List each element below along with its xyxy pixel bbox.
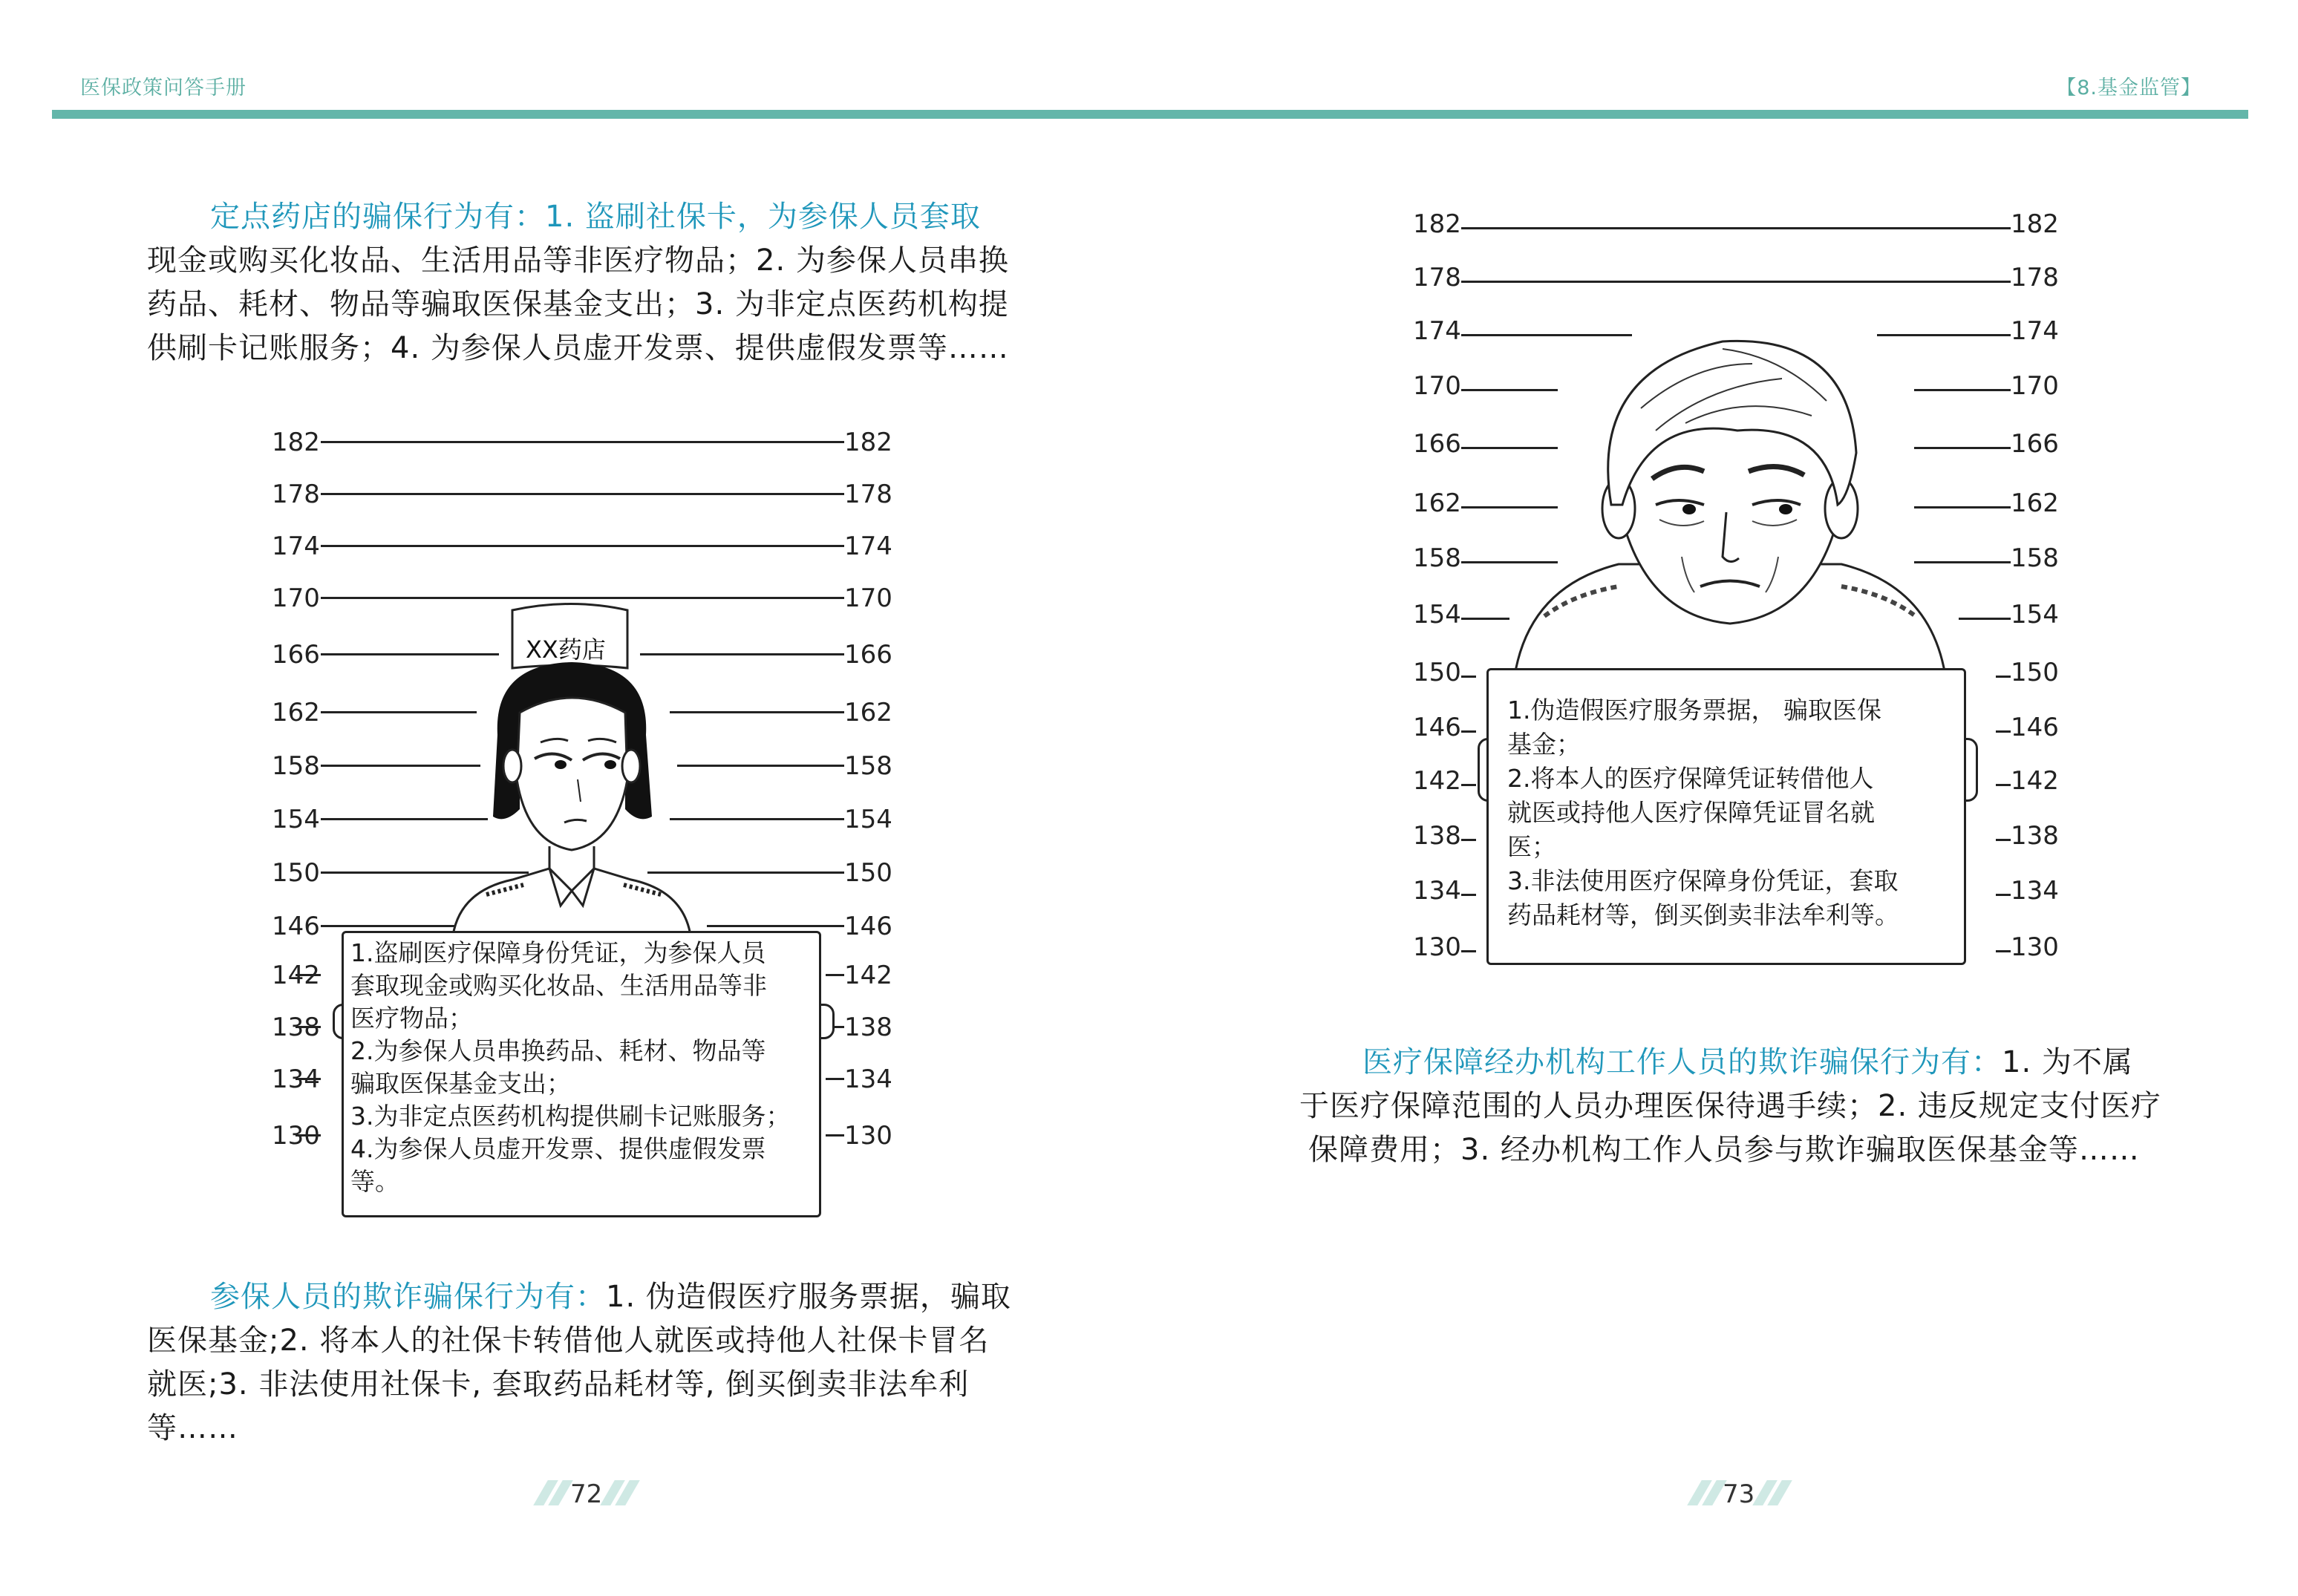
scale-label: 142 <box>1413 766 1461 796</box>
scale-label: 162 <box>1413 488 1461 518</box>
scale-label: 182 <box>1413 209 1461 239</box>
scale-label: 174 <box>272 532 320 561</box>
scale-line <box>1996 784 2011 786</box>
scale-line <box>321 441 844 443</box>
scale-label: 138 <box>272 1013 320 1042</box>
sign-line: 骗取医保基金支出； <box>350 1069 571 1098</box>
sign-line: 2.为参保人员串换药品、耗材、物品等 <box>350 1036 766 1065</box>
scale-line <box>1996 676 2011 678</box>
text-line: 药品、耗材、物品等骗取医保基金支出；3. 为非定点医药机构提 <box>147 287 1009 321</box>
sign-line: 2.将本人的医疗保障凭证转借他人 <box>1507 764 1874 793</box>
scale-label: 154 <box>844 805 892 834</box>
scale-line <box>1461 281 2011 283</box>
scale-label: 158 <box>2011 543 2059 573</box>
scale-label: 134 <box>272 1064 320 1094</box>
scale-line <box>826 974 844 976</box>
sign-line: 基金； <box>1507 730 1581 759</box>
scale-line <box>1461 730 1476 733</box>
scale-label: 178 <box>2011 263 2059 292</box>
section-label: 【8.基金监管】 <box>2056 76 2201 99</box>
lead-heading: 医疗保障经办机构工作人员的欺诈骗保行为有： <box>1362 1045 2002 1079</box>
scale-label: 150 <box>2011 658 2059 687</box>
text-line: 保障费用；3. 经办机构工作人员参与欺诈骗取医保基金等…… <box>1308 1133 2140 1167</box>
scale-label: 130 <box>844 1121 892 1151</box>
hat-label: XX药店 <box>526 635 606 664</box>
text-line: 就医;3. 非法使用社保卡, 套取药品耗材等, 倒买倒卖非法牟利 <box>147 1367 970 1402</box>
scale-label: 130 <box>272 1121 320 1151</box>
scale-label: 178 <box>1413 263 1461 292</box>
scale-line <box>1461 950 1476 952</box>
scale-label: 154 <box>2011 600 2059 629</box>
text-line: 1. 盗刷社保卡，为参保人员套取 <box>545 200 981 234</box>
scale-label: 146 <box>844 912 892 941</box>
scale-label: 150 <box>844 858 892 888</box>
scale-line <box>1996 730 2011 733</box>
scale-label: 166 <box>2011 429 2059 459</box>
sign-text <box>350 937 791 1198</box>
scale-label: 170 <box>2011 371 2059 401</box>
scale-label: 158 <box>844 751 892 781</box>
scale-label: 182 <box>272 428 320 457</box>
sign-line: 药品耗材等，倒买倒卖非法牟利等。 <box>1507 900 1899 929</box>
scale-line <box>1996 894 2011 896</box>
scale-label: 150 <box>272 858 320 888</box>
sign-line: 4.为参保人员虚开发票、提供虚假发票 <box>350 1134 766 1163</box>
scale-label: 162 <box>272 698 320 727</box>
sign-line: 就医或持他人医疗保障凭证冒名就 <box>1507 798 1875 827</box>
elderly-man-figure <box>1500 319 1960 690</box>
scale-line <box>1461 839 1476 841</box>
scale-label: 142 <box>272 961 320 990</box>
scale-label: 138 <box>2011 821 2059 851</box>
scale-line <box>1461 894 1476 896</box>
scale-label: 174 <box>2011 316 2059 346</box>
scale-label: 174 <box>1413 316 1461 346</box>
scale-label: 142 <box>2011 766 2059 796</box>
scale-label: 182 <box>2011 209 2059 239</box>
sign-line: 医； <box>1507 832 1556 861</box>
sign-line: 3.非法使用医疗保障身份凭证，套取 <box>1507 866 1899 895</box>
book-title: 医保政策问答手册 <box>80 76 247 99</box>
text-line: 于医疗保障范围的人员办理医保待遇手续；2. 违反规定支付医疗 <box>1299 1089 2161 1123</box>
scale-label: 178 <box>272 480 320 509</box>
scale-line <box>1461 227 2011 229</box>
scale-label: 182 <box>844 428 892 457</box>
scale-label: 166 <box>1413 429 1461 459</box>
scale-line <box>1461 784 1476 786</box>
scale-label: 178 <box>844 480 892 509</box>
scale-line <box>321 493 844 495</box>
sign-line: 等。 <box>350 1167 399 1196</box>
scale-line <box>1959 618 2011 620</box>
scale-line <box>826 1134 844 1137</box>
sign-line: 1.盗刷医疗保障身份凭证，为参保人员 <box>350 938 766 967</box>
scale-label: 134 <box>1413 876 1461 906</box>
scale-label: 162 <box>844 698 892 727</box>
sign-line: 1.伪造假医疗服务票据， 骗取医保 <box>1507 696 1881 725</box>
scale-label: 158 <box>1413 543 1461 573</box>
scale-label: 158 <box>272 751 320 781</box>
scale-label: 170 <box>844 583 892 613</box>
scale-label: 134 <box>2011 876 2059 906</box>
header-rule <box>52 110 2248 119</box>
scale-line <box>1461 676 1476 678</box>
scale-label: 146 <box>2011 713 2059 742</box>
scale-label: 150 <box>1413 658 1461 687</box>
scale-line <box>1996 950 2011 952</box>
text-line: 1. 为不属 <box>2002 1045 2133 1079</box>
right-para-agency <box>1299 1041 2183 1172</box>
scale-label: 138 <box>844 1013 892 1042</box>
lead-heading: 参保人员的欺诈骗保行为有： <box>210 1280 606 1314</box>
scale-label: 130 <box>1413 932 1461 962</box>
scale-line <box>321 545 844 547</box>
text-line: 医保基金;2. 将本人的社保卡转借他人就医或持他人社保卡冒名 <box>147 1324 990 1358</box>
sign-line: 医疗物品； <box>350 1004 473 1033</box>
page-number: 72 <box>570 1479 603 1509</box>
scale-label: 162 <box>2011 488 2059 518</box>
scale-line <box>1996 839 2011 841</box>
sign-line: 套取现金或购买化妆品、生活用品等非 <box>350 971 767 1000</box>
scale-label: 174 <box>844 532 892 561</box>
lead-heading: 定点药店的骗保行为有： <box>210 200 545 234</box>
scale-label: 138 <box>1413 821 1461 851</box>
scale-label: 166 <box>272 640 320 670</box>
text-line: 供刷卡记账服务；4. 为参保人员虚开发票、提供虚假发票等…… <box>147 331 1009 365</box>
sign-line: 3.为非定点医药机构提供刷卡记账服务； <box>350 1102 791 1131</box>
left-para-insured <box>147 1275 1023 1451</box>
scale-label: 170 <box>1413 371 1461 401</box>
scale-label: 154 <box>272 805 320 834</box>
text-line: 1. 伪造假医疗服务票据，骗取 <box>606 1280 1011 1314</box>
scale-label: 134 <box>844 1064 892 1094</box>
scale-label: 166 <box>844 640 892 670</box>
scale-label: 170 <box>272 583 320 613</box>
scale-label: 154 <box>1413 600 1461 629</box>
text-line: 等…… <box>147 1411 238 1445</box>
scale-line <box>826 1078 844 1080</box>
left-para-pharmacy <box>147 195 1023 370</box>
scale-label: 146 <box>1413 713 1461 742</box>
scale-label: 130 <box>2011 932 2059 962</box>
scale-label: 142 <box>844 961 892 990</box>
scale-label: 146 <box>272 912 320 941</box>
page-number: 73 <box>1723 1479 1755 1509</box>
sign-text <box>1507 693 1899 932</box>
text-line: 现金或购买化妆品、生活用品等非医疗物品；2. 为参保人员串换 <box>147 243 1009 278</box>
